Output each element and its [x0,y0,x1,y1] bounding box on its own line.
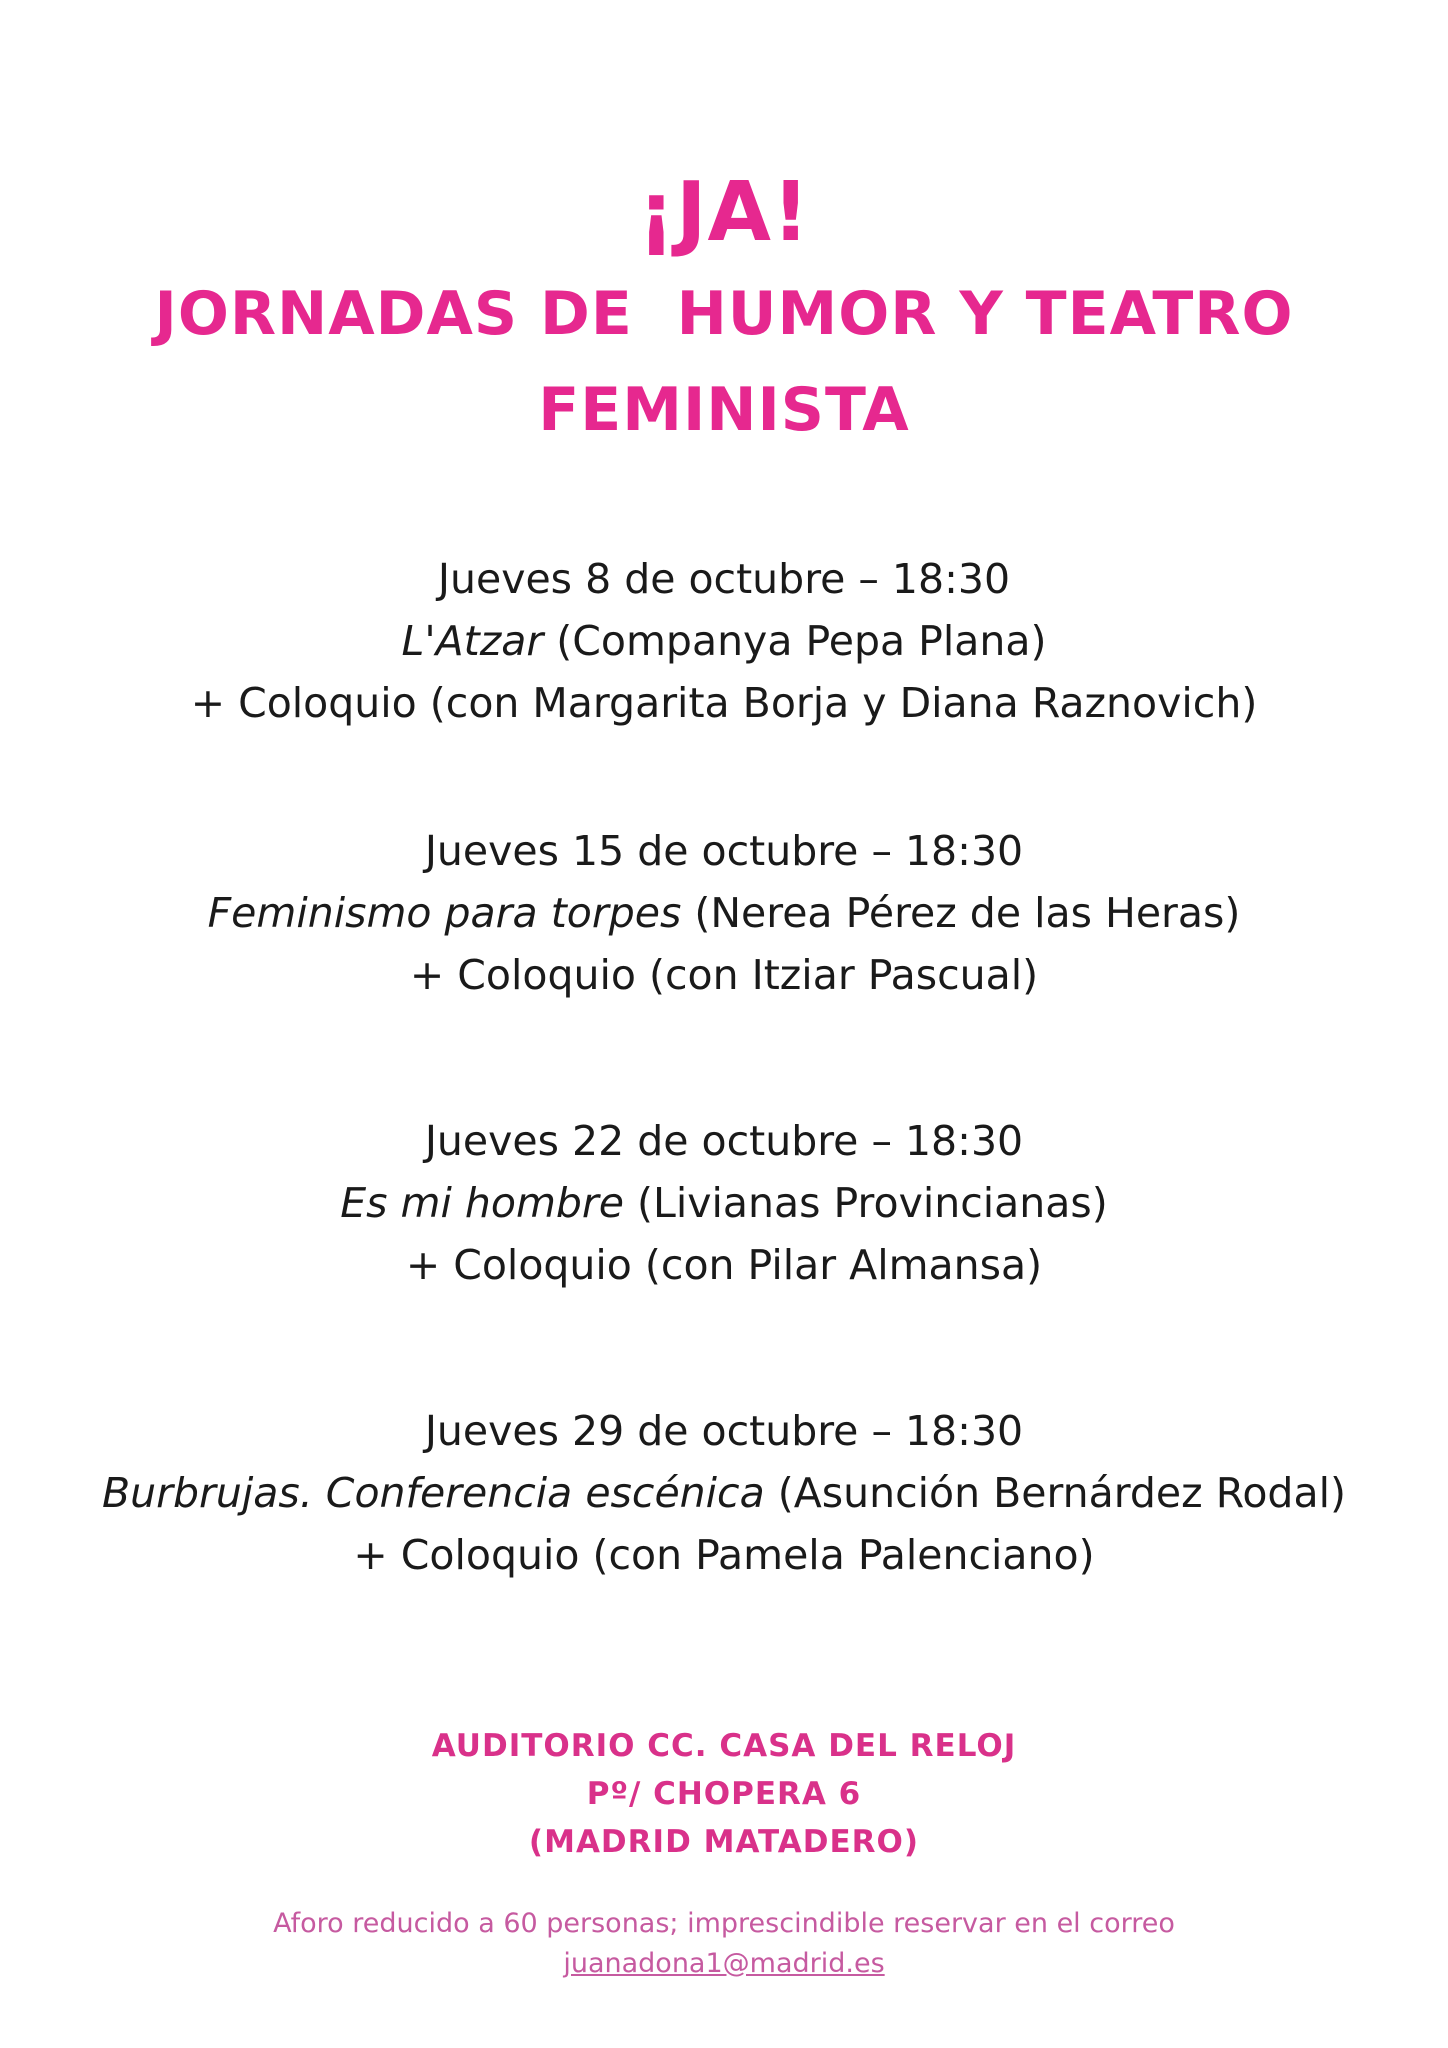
event-show [0,610,1448,672]
reservation-note [0,1904,1448,1984]
poster-exclaim: ¡JA! [637,165,811,260]
event-company: (Asunción Bernárdez Rodal) [764,1469,1346,1517]
event-title: Burbrujas. Conferencia escénica [102,1469,765,1517]
poster-title [0,266,1448,458]
events-list [0,548,1448,1586]
event-colloquium: + Coloquio (con Pamela Palenciano) [353,1531,1095,1579]
event-datetime: Jueves 15 de octubre – 18:30 [424,827,1024,875]
event-title: L'Atzar [401,617,544,665]
event-show [0,1172,1448,1234]
event-item [0,820,1448,1006]
event-show [0,1462,1448,1524]
venue-address: Pº/ CHOPERA 6 [586,1776,862,1812]
venue-area: (MADRID MATADERO) [528,1824,920,1860]
event-show [0,882,1448,944]
event-item [0,1400,1448,1586]
poster-title-line2: FEMINISTA [538,375,910,445]
title-block [0,165,1448,458]
event-datetime: Jueves 8 de octubre – 18:30 [437,555,1011,603]
event-company: (Nerea Pérez de las Heras) [681,889,1241,937]
event-title: Feminismo para torpes [207,889,682,937]
poster-title-line1: JORNADAS DE HUMOR Y TEATRO [154,279,1294,349]
reservation-text: Aforo reducido a 60 personas; imprescindible reservar en el correo [273,1908,1175,1939]
event-title: Es mi hombre [340,1179,624,1227]
venue-block [0,1722,1448,1866]
event-datetime: Jueves 22 de octubre – 18:30 [424,1117,1024,1165]
reservation-email-link[interactable]: juanadona1@madrid.es [563,1948,885,1979]
venue-name: AUDITORIO CC. CASA DEL RELOJ [431,1728,1017,1764]
event-colloquium: + Coloquio (con Pilar Almansa) [405,1241,1043,1289]
event-company: (Livianas Provincianas) [624,1179,1108,1227]
event-colloquium: + Coloquio (con Itziar Pascual) [409,951,1039,999]
event-datetime: Jueves 29 de octubre – 18:30 [424,1407,1024,1455]
event-company: (Companya Pepa Plana) [543,617,1047,665]
event-item [0,1110,1448,1296]
event-colloquium: + Coloquio (con Margarita Borja y Diana Raznovich) [190,679,1258,727]
event-item [0,548,1448,734]
